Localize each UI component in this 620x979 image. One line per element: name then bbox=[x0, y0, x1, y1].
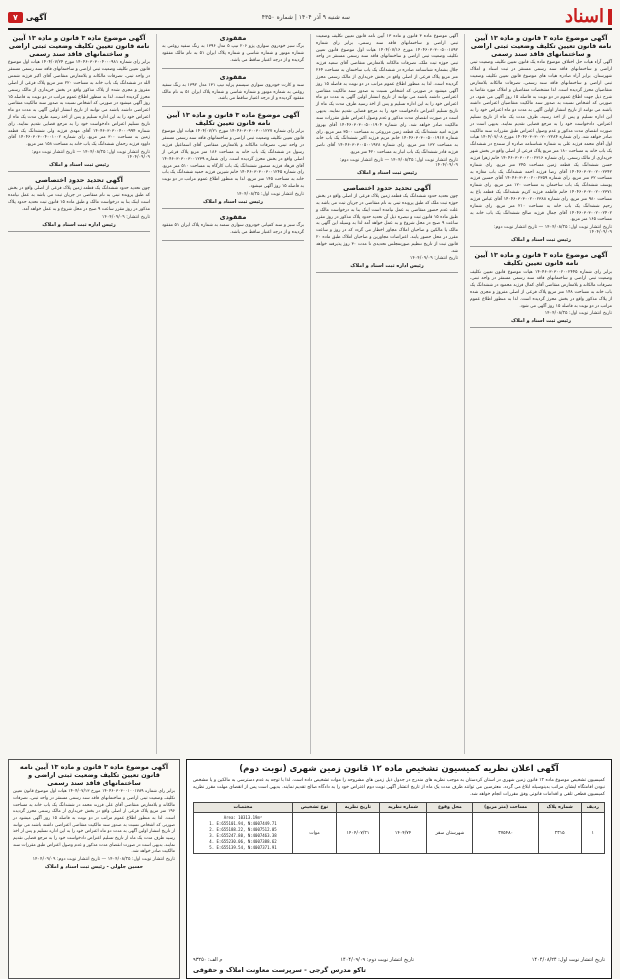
ad-meta: تاریخ انتشار نوبت اول: ۱۴۰۴/۰۸/۲۵ — تاریخ انتشار نوبت دوم: ۱۴۰۴/۰۹/۰۹ bbox=[31, 150, 150, 161]
ad-meta: تاریخ انتشار: ۱۴۰۴/۰۹/۰۹ bbox=[409, 256, 458, 262]
table-header-cell: مختصات bbox=[194, 803, 293, 813]
page-header bbox=[8, 6, 612, 30]
notice-table bbox=[193, 802, 605, 854]
table-header-row bbox=[194, 803, 605, 813]
classified-ad bbox=[470, 34, 612, 247]
notice-ref: م الف: ۹۳۲۵۰ bbox=[193, 957, 223, 963]
ad-meta: تاریخ انتشار: ۱۴۰۴/۰۹/۰۹ bbox=[101, 214, 150, 220]
ad-column bbox=[310, 34, 458, 754]
coordinate-line: 5. E:655139.54, N:4007371.91 bbox=[209, 845, 277, 851]
ad-column bbox=[156, 34, 304, 754]
bottom-ad bbox=[8, 759, 180, 979]
page-number: ۷ bbox=[8, 12, 23, 23]
classified-ad bbox=[162, 73, 304, 108]
notice-signature: تاکو مدرس گرجی - سرپرست معاونت املاک و حقوقی bbox=[193, 966, 366, 974]
bottom-ad-body: برابر رای شماره ۱۴۰۴۶۰۳۰۳۰۰۱۰۰۱۷۸۹ مورخ ۱۴۰۴/۰۷/۱۳ هیات اول موضوع قانون تعیین تکلیف وضعیت ثبتی اراضی و ساختمانهای فاقد سند رسمی مستقر در واحد ثبتی، تصرفات مالکانه و بلامعارض متقاضی آقای علی فرزند محمد در ششدانگ یک باب خانه به مساحت ۱۹۶ متر مربع پلاک فرعی از اصلی واقع در بخش خریداری از مالک رسمی محرز گردیده است. لذا به منظور اطلاع عموم مراتب در دو نوبت به فاصله ۱۵ روز آگهی میشود در صورتی که اشخاص نسبت به صدور سند مالکیت متقاضی اعتراضی داشته باشند می توانند از تاریخ انتشار اولین آگهی به مدت دو ماه اعتراض خود را به این اداره تسلیم و پس از اخذ رسید ظرف مدت یک ماه از تاریخ تسلیم اعتراض دادخواست خود را به مرجع قضایی تقدیم نمایند. بدیهی است در صورت انقضای مدت مذکور و عدم وصول اعتراض طبق مقررات سند مالکیت صادر خواهد شد. bbox=[13, 789, 175, 855]
table-cell: ۱ bbox=[581, 813, 604, 854]
notice-date-first: تاریخ انتشار نوبت اول: ۱۴۰۴/۰۸/۲۴ bbox=[531, 957, 605, 963]
ad-meta: تاریخ انتشار نوبت اول: ۱۴۰۴/۰۸/۲۵ bbox=[236, 191, 304, 197]
bottom-ad-title: آگهی موضوع ماده ۳ قانون و ماده ۱۳ آیین نامه قانون تعیین تکلیف وضعیت ثبتی اراضی و ساختمانهای فاقد سند رسمی bbox=[19, 763, 169, 788]
ad-body: برابر رای شماره ۱۴۰۴۶۰۳۰۳۰۰۲۰۰۲۴۴۵ هیات موضوع قانون تعیین تکلیف وضعیت ثبتی اراضی و ساختمانهای فاقد سند رسمی مستقر در واحد ثبتی، تصرفات مالکانه و بلامعارض متقاضی آقای کمال فرزند محمود در ششدانگ یک باب خانه به مساحت ۱۴۸ متر مربع پلاک فرعی از اصلی مفروز و مجزی شده از پلاک مذکور واقع در بخش محرز گردیده است. لذا به منظور اطلاع عموم مراتب در دو نوبت به فاصله ۱۵ روز آگهی می شود. bbox=[470, 269, 613, 309]
ad-columns bbox=[8, 34, 612, 754]
ad-body: سند و کارت خودروی سواری سیستم پراید تیپ ۱۳۱ مدل ۱۳۹۲ به رنگ سفید روغنی به شماره موتور و شماره شاسی و شماره پلاک ایران ۵۱ به نام مالک مفقود گردیده و از درجه اعتبار ساقط می باشد. bbox=[162, 82, 304, 102]
table-cell: شهرستان سقز bbox=[427, 813, 473, 854]
ad-body: برگ سبز و سند کمپانی خودروی سواری سمند به شماره پلاک ایران ۵۱ مفقود گردیده و از درجه اعتبار ساقط می باشد. bbox=[162, 223, 304, 235]
table-header-cell: شماره نظریه bbox=[379, 803, 427, 813]
ad-body: برگ سبز خودروی سواری پژو ۲۰۶ تیپ ۵ مدل ۱۳۹۶ به رنگ سفید روغنی به شماره موتور و شماره شاسی و شماره پلاک ایران ۵۱ به نام مالک مفقود گردیده و از درجه اعتبار ساقط می باشد. bbox=[162, 44, 304, 63]
notice-title: آگهی اعلان نظریه کمیسیون تشخیص ماده ۱۲ قانون زمین شهری (نوبت دوم) bbox=[239, 764, 559, 774]
ad-title: آگهی موضوع ماده ۳ قانون و ماده ۱۳ آیین نامه قانون تعیین تکلیف وضعیت ثبتی اراضی و ساختمانهای فاقد سند رسمی bbox=[470, 34, 612, 59]
classified-ad bbox=[162, 34, 304, 69]
page-tab bbox=[8, 12, 47, 23]
section-label: آگهی bbox=[25, 12, 47, 22]
bottom-section bbox=[8, 759, 612, 979]
masthead bbox=[565, 8, 612, 26]
table-row bbox=[194, 813, 605, 854]
land-commission-notice bbox=[186, 759, 612, 979]
table-cell: ۱۴۰۴/۷۴ bbox=[379, 813, 427, 854]
ad-body: چون تحدید حدود ششدانگ یک قطعه زمین پلاک فرعی از اصلی واقع در بخش حوزه ثبت ملک که طبق پرونده ثبتی به نام متقاضی در جریان ثبت می باشد به علت عدم حضور متقاضی به عمل نیامده است اینک بنا به درخواست مالک و طبق ماده ۱۵ قانون ثبت و تبصره ذیل آن تحدید حدود پلاک مذکور در روز مقرر ساعت ۹ صبح در محل شروع و به عمل خواهد آمد لذا به وسیله این آگهی به مالک یا مالکین و صاحبان املاک مجاور اخطار می گردد که در روز و ساعت مقرر در محل حضور یابند. اعتراضات مجاورین و صاحبان املاک طبق ماده ۲۰ قانون ثبت از تاریخ تنظیم صورتمجلس تحدیدی تا مدت ۳۰ روز پذیرفته خواهد شد. bbox=[316, 194, 459, 254]
ad-meta: تاریخ انتشار نوبت اول: ۱۴۰۴/۰۸/۲۵ — تاریخ انتشار نوبت دوم: ۱۴۰۴/۰۹/۰۹ bbox=[493, 225, 612, 236]
coordinate-line: 3. E:655247.80, N:4007463.38 bbox=[209, 833, 277, 839]
classified-ad bbox=[162, 111, 304, 209]
ad-meta: تاریخ انتشار نوبت اول: ۱۴۰۴/۰۸/۲۵ bbox=[544, 311, 612, 317]
coordinate-line: 1. E:655101.94, N:4007449.71 bbox=[209, 821, 277, 827]
ad-sign: رئیس ثبت اسناد و املاک bbox=[511, 237, 571, 244]
notice-footer bbox=[193, 955, 605, 963]
notice-date-second: تاریخ انتشار نوبت دوم: ۱۴۰۴/۰۹/۰۹ bbox=[340, 957, 414, 963]
classified-ad bbox=[8, 34, 150, 172]
ad-sign: رئیس ثبت اسناد و املاک bbox=[357, 169, 417, 176]
ad-body: چون تحدید حدود ششدانگ یک قطعه زمین پلاک فرعی از اصلی واقع در بخش که طبق پرونده ثبتی به نام متقاضی در جریان ثبت می باشد به عمل نیامده است اینک بنا به درخواست مالک و طبق ماده ۱۵ قانون ثبت تحدید حدود پلاک مذکور در روز مقرر ساعت ۹ صبح در محل شروع و به عمل خواهد آمد. bbox=[8, 186, 150, 212]
table-cell: ۱۴۰۴/۰۷/۲۱ bbox=[337, 813, 380, 854]
classified-ad bbox=[316, 184, 458, 274]
table-header-cell: محل وقوع bbox=[427, 803, 473, 813]
ad-body: آگهی آراء هیات حل اختلاف موضوع ماده یک قانون تعیین تکلیف وضعیت ثبتی اراضی و ساختمانهای فاقد سند رسمی مستقر در ثبت اسناد و املاک شهرستان. برابر آراء صادره هیات های موضوع قانون تعیین تکلیف وضعیت ثبتی اراضی و ساختمانهای فاقد سند رسمی، تصرفات مالکانه بلامعارض متقاضیان محرز گردیده است. لذا مشخصات متقاضیان و املاک مورد تقاضا به شرح ذیل جهت اطلاع عموم در دو نوبت به فاصله ۱۵ روز آگهی می شود، در صورتی که اشخاص نسبت به صدور سند مالکیت متقاضیان اعتراضی داشته باشند می توانند از تاریخ انتشار اولین آگهی به مدت دو ماه اعتراض خود را به این اداره تسلیم و پس از اخذ رسید، ظرف مدت یک ماه از تاریخ تسلیم اعتراض، دادخواست خود را به مرجع قضایی تقدیم نمایند. بدیهی است در صورت انقضای مدت مذکور و عدم وصول اعتراض طبق مقررات سند مالکیت صادر خواهد شد. رای شماره ۱۴۰۴۶۰۳۰۳۰۰۲۰۰۲۲۸۴ مورخ ۱۴۰۴/۰۷/۰۸ هیات اول آقای محمد فرزند علی به شماره شناسنامه صادره از سنندج در ششدانگ یک باب خانه به مساحت ۱۸۰ متر مربع پلاک فرعی از اصلی واقع در بخش شهر خریداری از مالک رسمی. رای شماره ۱۴۰۴۶۰۳۰۳۰۰۲۰۰۲۳۱۶ خانم زهرا فرزند حسن ششدانگ یک قطعه زمین مساحت ۲۴۵ متر مربع. رای شماره ۱۴۰۴۶۰۳۰۳۰۰۲۰۰۲۳۴۲ آقای رضا فرزند احمد ششدانگ یک باب مغازه به مساحت ۳۲ متر مربع. رای شماره ۱۴۰۴۶۰۳۰۳۰۰۲۰۰۲۳۵۹ آقای حسین فرزند یوسف ششدانگ یک باب ساختمان به مساحت ۱۲۰ متر مربع. رای شماره ۱۴۰۴۶۰۳۰۳۰۰۲۰۰۲۳۷۱ خانم فاطمه فرزند کریم ششدانگ یک قطعه باغ به مساحت ۹۸۰ متر مربع. رای شماره ۱۴۰۴۶۰۳۰۳۰۰۲۰۰۲۳۸۸ آقای عباس فرزند رحیم ششدانگ یک باب خانه به مساحت ۲۱۰ متر مربع. رای شماره ۱۴۰۴۶۰۳۰۳۰۰۲۰۰۲۴۰۲ آقای جمال فرزند صالح ششدانگ یک باب خانه به مساحت ۱۶۵ متر مربع. bbox=[470, 60, 613, 223]
table-header-cell: شماره پلاک bbox=[538, 803, 581, 813]
ad-column bbox=[464, 34, 612, 754]
ad-sign: رئیس ثبت اسناد و املاک bbox=[49, 162, 109, 169]
logo-accent bbox=[608, 9, 612, 25]
table-cell: ۲۳۱۵ bbox=[538, 813, 581, 854]
bottom-ad-signature: حسین جلولی - رئیس ثبت اسناد و املاک bbox=[44, 863, 144, 870]
ad-meta: تاریخ انتشار نوبت اول: ۱۴۰۴/۰۸/۲۵ — تاریخ انتشار نوبت دوم: ۱۴۰۴/۰۹/۰۹ bbox=[339, 157, 458, 168]
notice-body: کمیسیون تشخیص موضوع ماده ۱۲ قانون زمین شهری در استان کردستان به موجب نظریه های مندرج در جدول ذیل زمین های مشروحه را موات تشخیص داده است. لذا با توجه به عدم دسترسی به مالکین و یا مشخص نبودن اقامتگاه ایشان مراتب بدینوسیله ابلاغ می گردد. معترضین می توانند ظرف مدت یک ماه از تاریخ انتشار آگهی نوبت دوم اعتراض خود را به دادگاه صالح تقدیم نمایند. بدیهی است پس از انقضای مهلت مقرر نظریه کمیسیون قطعی تلقی و اقدامات قانونی وفق مقررات انجام خواهد شد. bbox=[193, 778, 605, 798]
ad-sign: رئیس ثبت اسناد و املاک bbox=[511, 318, 571, 325]
ad-title: آگهی موضوع ماده ۳ قانون و ماده ۱۳ آیین نامه قانون تعیین تکلیف bbox=[474, 251, 608, 268]
ad-body: برابر رای شماره ۱۴۰۴۶۰۳۰۳۰۰۳۰۰۱۲۲۷ مورخ ۱۴۰۴/۰۷/۲۱ هیات اول موضوع قانون تعیین تکلیف وضعیت ثبتی اراضی و ساختمانهای فاقد سند رسمی مستقر در واحد ثبتی، تصرفات مالکانه و بلامعارض متقاضی آقای اسماعیل فرزند رسول در ششدانگ یک باب خانه به مساحت ۱۸۶ متر مربع پلاک فرعی از اصلی واقع در بخش محرز گردیده است. رای شماره ۱۴۰۴۶۰۳۰۳۰۰۳۰۰۱۲۳۹ آقای فرهاد فرزند منصور ششدانگ یک باب کارگاه به مساحت ۵۱۰ متر مربع. رای شماره ۱۴۰۴۶۰۳۰۳۰۰۳۰۰۱۲۴۵ خانم شیرین فرزند حمید ششدانگ یک باب خانه به مساحت ۱۴۵ متر مربع. لذا به منظور اطلاع عموم مراتب در دو نوبت به فاصله ۱۵ روز آگهی میشود. bbox=[162, 129, 305, 190]
ad-body: برابر رای شماره ۱۴۰۴۶۰۳۰۳۰۰۴۰۰۰۹۸۱ مورخ ۱۴۰۴/۰۷/۲۴ هیات اول موضوع قانون تعیین تکلیف وضعیت ثبتی اراضی و ساختمانهای فاقد سند رسمی مستقر در واحد ثبتی، تصرفات مالکانه و بلامعارض متقاضی آقای اکبر فرزند شمس الله در ششدانگ یک باب خانه به مساحت ۲۲۰ متر مربع پلاک فرعی از اصلی مفروز و مجزی شده از پلاک مذکور واقع در بخش خریداری از مالک رسمی محرز گردیده است. لذا به منظور اطلاع عموم مراتب در دو نوبت به فاصله ۱۵ روز آگهی میشود در صورتی که اشخاص نسبت به صدور سند مالکیت متقاضی اعتراضی داشته باشند می توانند از تاریخ انتشار اولین آگهی به مدت دو ماه اعتراض خود را به این اداره تسلیم و پس از اخذ رسید ظرف مدت یک ماه از تاریخ تسلیم اعتراض دادخواست خود را به مرجع قضایی تقدیم نمایند. رای شماره ۱۴۰۴۶۰۳۰۳۰۰۴۰۰۰۹۹۴ آقای مهدی فرزند ولی ششدانگ یک قطعه زمین به مساحت ۳۰۰ متر مربع. رای شماره ۱۴۰۴۶۰۳۰۳۰۰۴۰۰۱۰۰۲ آقای داوود فرزند رحمان ششدانگ یک باب خانه به مساحت ۱۵۸ متر مربع. bbox=[8, 60, 151, 148]
table-header-cell: تاریخ نظریه bbox=[337, 803, 380, 813]
classified-ad bbox=[8, 176, 150, 231]
ad-title: آگهی موضوع ماده ۳ قانون و ماده ۱۳ آیین نامه قانون تعیین تکلیف bbox=[166, 111, 300, 128]
classified-ad bbox=[162, 213, 304, 241]
table-cell: ۳۷۵۴۸۰ bbox=[473, 813, 539, 854]
coordinate-line: 2. E:655188.22, N:4007512.05 bbox=[209, 827, 277, 833]
table-body bbox=[194, 813, 605, 854]
table-header-cell: نوع تشخیص bbox=[293, 803, 337, 813]
coordinate-line: Area: 10313.19m² bbox=[223, 815, 263, 821]
table-cell bbox=[194, 813, 293, 854]
coordinate-line: 4. E:655230.06, N:4007388.62 bbox=[209, 839, 277, 845]
ad-title: مفقودی bbox=[219, 212, 247, 221]
bottom-ad-meta: تاریخ انتشار نوبت اول: ۱۴۰۴/۰۸/۲۵ — تاریخ انتشار نوبت دوم: ۱۴۰۴/۰۹/۰۹ bbox=[32, 856, 175, 862]
classified-ad bbox=[470, 251, 612, 328]
ad-sign: رئیس اداره ثبت اسناد و املاک bbox=[350, 263, 424, 270]
classified-ad bbox=[316, 34, 458, 180]
table-header-cell: ردیف bbox=[581, 803, 604, 813]
table-cell: موات bbox=[293, 813, 337, 854]
ad-title: مفقودی bbox=[219, 34, 247, 42]
table-header-cell: مساحت (متر مربع) bbox=[473, 803, 539, 813]
ad-sign: رئیس ثبت اسناد و املاک bbox=[203, 198, 263, 205]
logo: اسناد bbox=[564, 6, 604, 27]
ad-title: آگهی تحدید حدود اختصاصی bbox=[35, 176, 123, 185]
ad-body: آگهی موضوع ماده ۳ قانون و ماده ۱۳ آیین نامه قانون تعیین تکلیف وضعیت ثبتی اراضی و ساختمانهای فاقد سند رسمی. برابر رای شماره ۱۴۰۴۶۰۳۰۳۰۰۵۰۰۱۸۹۲ مورخ ۱۴۰۴/۰۷/۱۶ هیات اول موضوع قانون تعیین تکلیف وضعیت ثبتی اراضی و ساختمانهای فاقد سند رسمی مستقر در واحد ثبتی حوزه ثبت ملک، تصرفات مالکانه بلامعارض متقاضی آقای سعید فرزند جلال بشماره شناسنامه صادره در ششدانگ یک باب ساختمان به مساحت ۲۶۴ متر مربع پلاک فرعی از اصلی واقع در بخش خریداری از مالک رسمی محرز گردیده است. لذا به منظور اطلاع عموم مراتب در دو نوبت به فاصله ۱۵ روز آگهی میشود در صورتی که اشخاص نسبت به صدور سند مالکیت متقاضی اعتراضی داشته باشند می توانند از تاریخ انتشار اولین آگهی به مدت دو ماه اعتراض خود را به این اداره تسلیم و پس از اخذ رسید ظرف مدت یک ماه از تاریخ تسلیم اعتراض دادخواست خود را به مرجع قضایی تقدیم نمایند. بدیهی است در صورت انقضای مدت مذکور و عدم وصول اعتراض طبق مقررات سند مالکیت صادر خواهد شد. رای شماره ۱۴۰۴۶۰۳۰۳۰۰۵۰۰۱۹۰۴ آقای بهروز فرزند امید ششدانگ یک قطعه زمین مزروعی به مساحت ۳۵۰۰ متر مربع. رای شماره ۱۴۰۴۶۰۳۰۳۰۰۵۰۰۱۹۱۷ خانم مریم فرزند اکبر ششدانگ یک باب خانه به مساحت ۱۳۲ متر مربع. رای شماره ۱۴۰۴۶۰۳۰۳۰۰۵۰۰۱۹۲۸ آقای ناصر فرزند قادر ششدانگ یک باب انبار به مساحت ۴۲۰ متر مربع. bbox=[316, 34, 459, 156]
ad-column bbox=[8, 34, 150, 754]
ad-sign: رئیس اداره ثبت اسناد و املاک bbox=[42, 221, 116, 228]
ad-title: آگهی موضوع ماده ۳ قانون و ماده ۱۳ آیین نامه قانون تعیین تکلیف وضعیت ثبتی اراضی و ساختمانهای فاقد سند رسمی bbox=[8, 34, 150, 59]
ad-title: مفقودی bbox=[219, 72, 247, 81]
ad-title: آگهی تحدید حدود اختصاصی bbox=[343, 183, 431, 192]
issue-info: سه شنبه ۹ آذر ۱۴۰۴ | شماره ۴۳۵۰ bbox=[261, 13, 350, 21]
